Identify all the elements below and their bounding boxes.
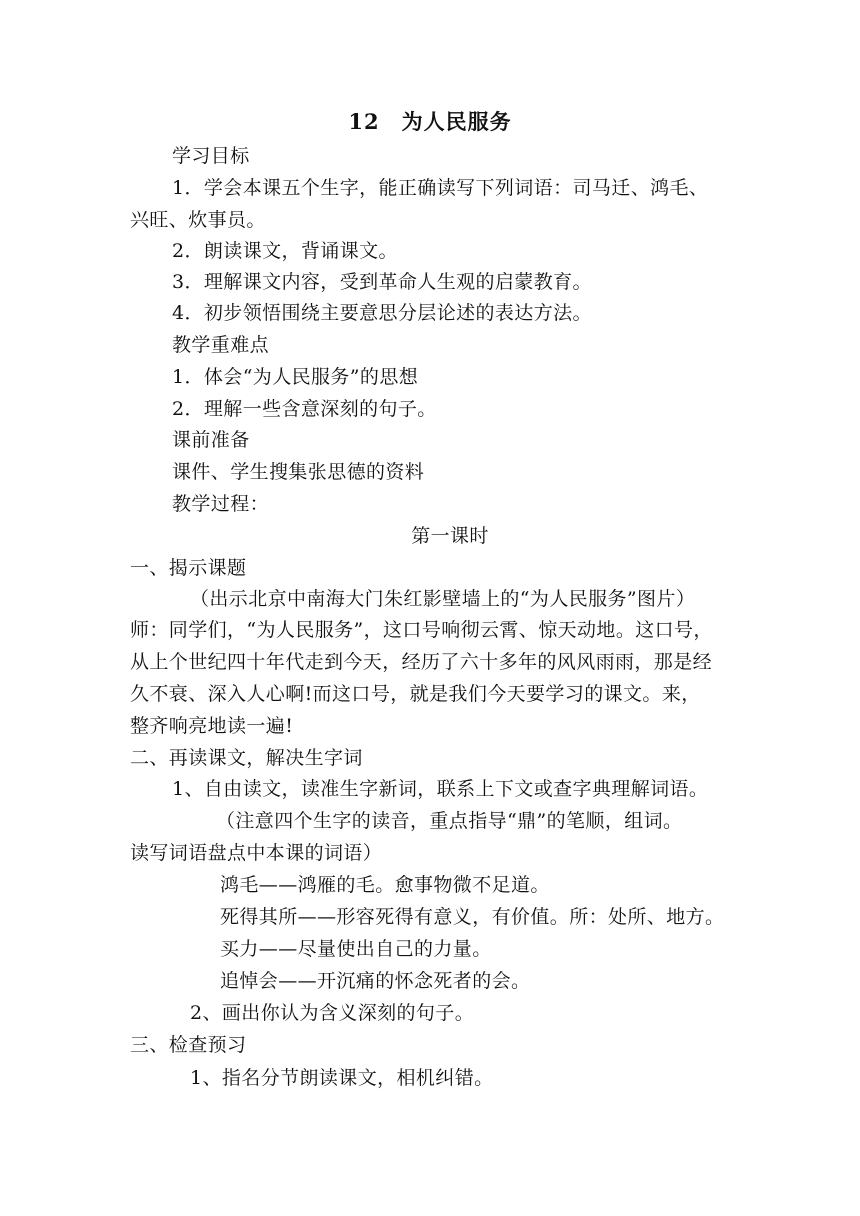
paragraph-line: 1．体会“为人民服务”的思想 xyxy=(172,366,419,388)
heading-process: 教学过程： xyxy=(172,493,270,515)
vocab-item: 买力——尽量使出自己的力量。 xyxy=(220,938,492,960)
paragraph-line: 整齐响亮地读一遍! xyxy=(130,715,294,737)
heading-reread: 二、再读课文，解决生字词 xyxy=(130,747,363,769)
vocab-item: 死得其所——形容死得有意义，有价值。所：处所、地方。 xyxy=(220,906,725,928)
page-title: 12 为人民服务 xyxy=(348,109,512,134)
vocab-item: 鸿毛——鸿雁的毛。愈事物微不足道。 xyxy=(220,874,550,896)
paragraph-line: 4．初步领悟围绕主要意思分层论述的表达方法。 xyxy=(172,302,592,324)
paragraph-line: 2．理解一些含意深刻的句子。 xyxy=(172,398,437,420)
section-first-lesson: 第一课时 xyxy=(411,525,489,547)
heading-reveal-topic: 一、揭示课题 xyxy=(130,557,247,579)
paragraph-line: 久不衰、深入人心啊!而这口号，就是我们今天要学习的课文。来， xyxy=(130,683,701,705)
paragraph-line: 课件、学生搜集张思德的资料 xyxy=(172,461,425,483)
paragraph-line: 1．学会本课五个生字，能正确读写下列词语：司马迁、鸿毛、 xyxy=(172,177,709,199)
paragraph-line: （注意四个生字的读音，重点指导“鼎”的笔顺，组词。 xyxy=(216,810,683,832)
paragraph-line: 2．朗读课文，背诵课文。 xyxy=(172,240,398,262)
paragraph-line: （出示北京中南海大门朱红影壁墙上的“为人民服务”图片） xyxy=(190,588,696,610)
heading-objectives: 学习目标 xyxy=(172,145,250,167)
paragraph-line: 从上个世纪四十年代走到今天，经历了六十多年的风风雨雨，那是经 xyxy=(130,651,713,673)
paragraph-line: 读写词语盘点中本课的词语） xyxy=(130,842,383,864)
paragraph-line: 2、画出你认为含义深刻的句子。 xyxy=(190,1002,475,1024)
paragraph-line: 师：同学们，“为人民服务”，这口号响彻云霄、惊天动地。这口号， xyxy=(130,619,713,641)
heading-check-preview: 三、检查预习 xyxy=(130,1034,247,1056)
heading-key-points: 教学重难点 xyxy=(172,334,270,356)
paragraph-line: 3．理解课文内容，受到革命人生观的启蒙教育。 xyxy=(172,271,592,293)
paragraph-line: 兴旺、炊事员。 xyxy=(130,209,266,231)
paragraph-line: 1、指名分节朗读课文，相机纠错。 xyxy=(190,1067,494,1089)
vocab-item: 追悼会——开沉痛的怀念死者的会。 xyxy=(220,970,531,992)
paragraph-line: 1、自由读文，读准生字新词，联系上下文或查字典理解词语。 xyxy=(172,778,709,800)
heading-preparation: 课前准备 xyxy=(172,429,250,451)
